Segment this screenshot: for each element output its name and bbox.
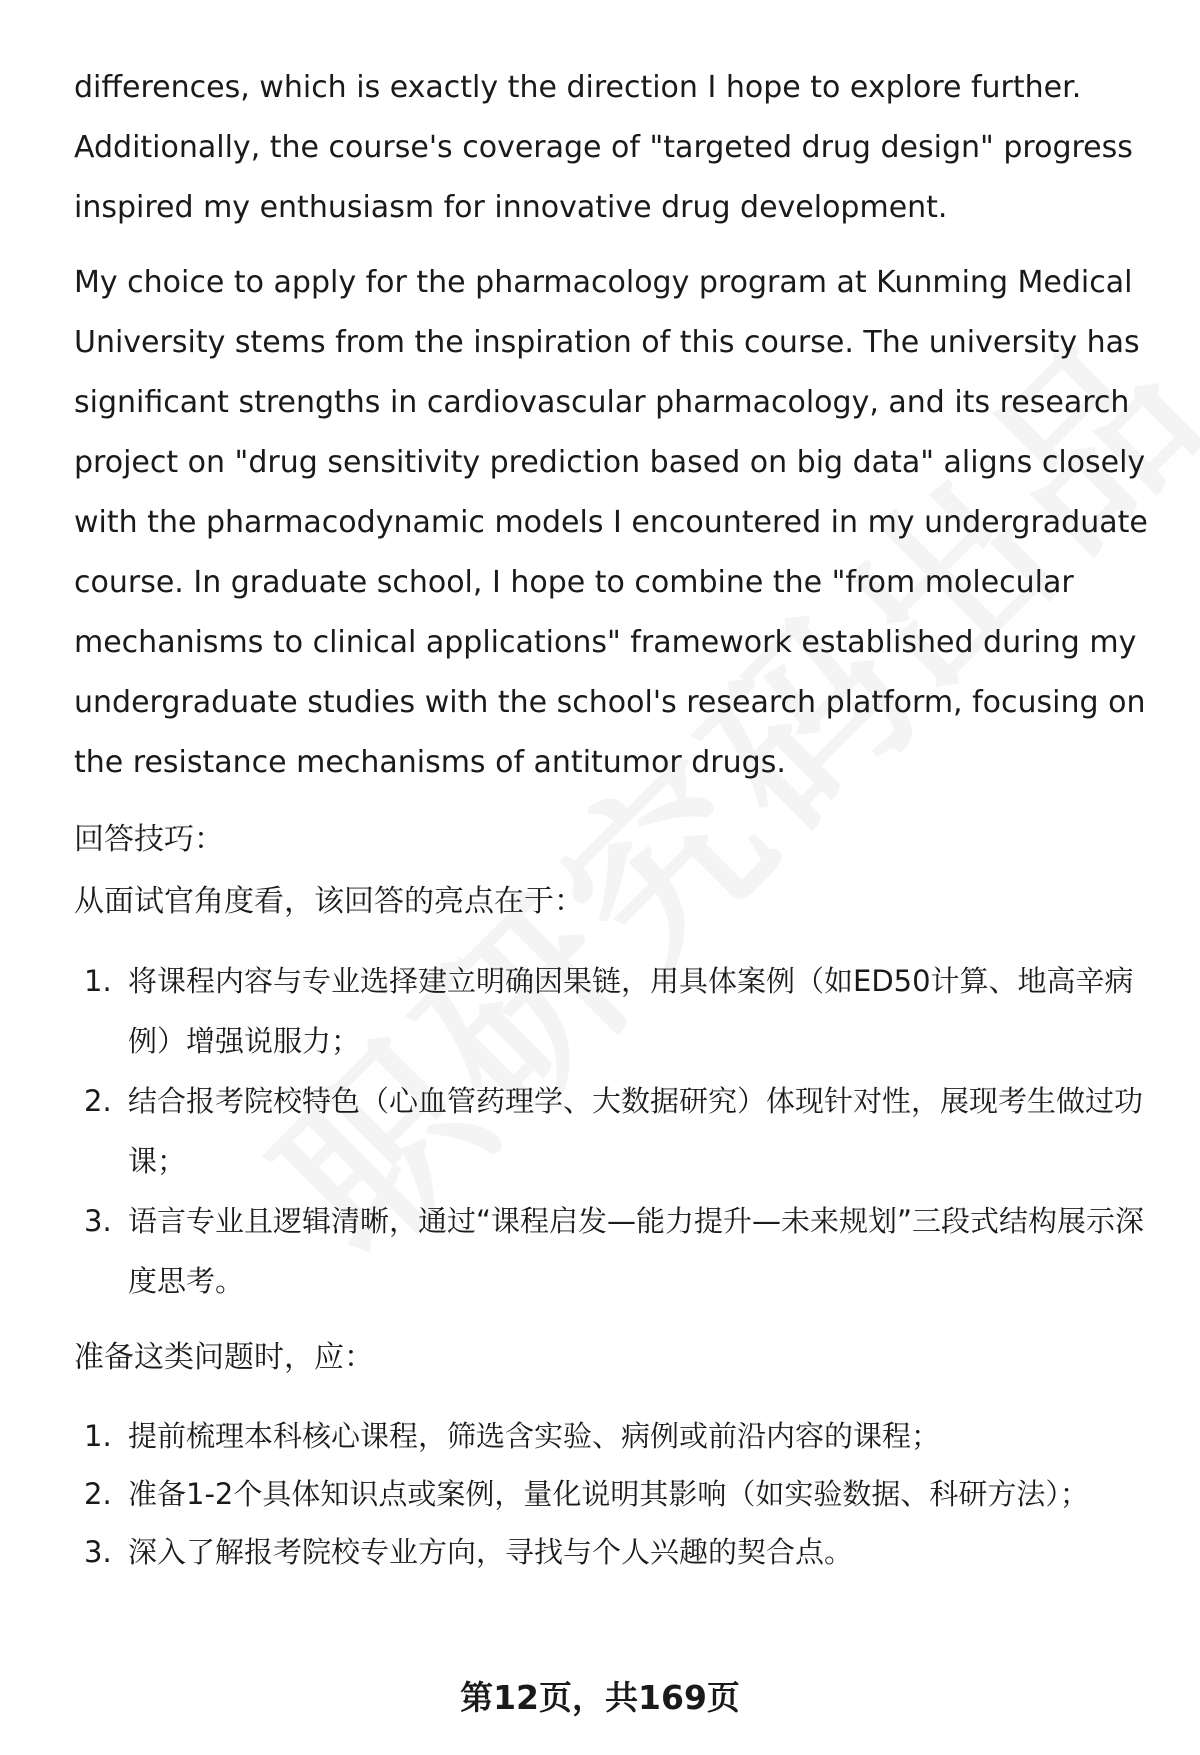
list-number: 3. [84,1204,112,1238]
tips-list [74,951,1154,1311]
list-item [74,1407,1154,1465]
tips-subheading: 从面试官角度看，该回答的亮点在于： [74,884,584,919]
body-paragraph-1: differences, which is exactly the direction I hope to explore further. Additionally, the course's coverage of "targeted drug design" progress inspired my enthusiasm for innovative drug development. [74,70,1133,225]
list-item [74,1071,1154,1191]
list-number: 1. [84,964,112,998]
list-item [74,1191,1154,1311]
list-item-text: 深入了解报考院校专业方向，寻找与个人兴趣的契合点。 [128,1535,854,1569]
list-item [74,951,1154,1071]
list-item-text: 将课程内容与专业选择建立明确因果链，用具体案例（如ED50计算、地高辛病例）增强说服力； [128,964,1134,1058]
body-paragraph-2: My choice to apply for the pharmacology program at Kunming Medical University stems from the inspiration of this course. The university has significant strengths in cardiovascular pharmacology, and its research project on "drug sensitivity prediction based on big data" aligns closely with the pharmacodynamic models I encountered in my undergraduate course. In graduate school, I hope to combine the "from molecular mechanisms to clinical applications" framework established during my undergraduate studies with the school's research platform, focusing on the resistance mechanisms of antitumor drugs. [74,265,1148,780]
document-page [74,58,1154,1581]
list-item-text: 准备1-2个具体知识点或案例，量化说明其影响（如实验数据、科研方法）； [128,1477,1089,1511]
list-number: 1. [84,1419,112,1453]
list-item-text: 结合报考院校特色（心血管药理学、大数据研究）体现针对性，展现考生做过功课； [128,1084,1144,1178]
list-number: 2. [84,1084,112,1118]
list-item-text: 提前梳理本科核心课程，筛选含实验、病例或前沿内容的课程； [128,1419,941,1453]
page-number-footer: 第12页，共169页 [460,1678,740,1717]
list-item [74,1523,1154,1581]
prep-list [74,1407,1154,1581]
tips-heading: 回答技巧： [74,822,224,857]
list-item [74,1465,1154,1523]
prep-heading: 准备这类问题时，应： [74,1340,374,1375]
list-item-text: 语言专业且逻辑清晰，通过“课程启发—能力提升—未来规划”三段式结构展示深度思考。 [128,1204,1145,1298]
list-number: 2. [84,1477,112,1511]
list-number: 3. [84,1535,112,1569]
